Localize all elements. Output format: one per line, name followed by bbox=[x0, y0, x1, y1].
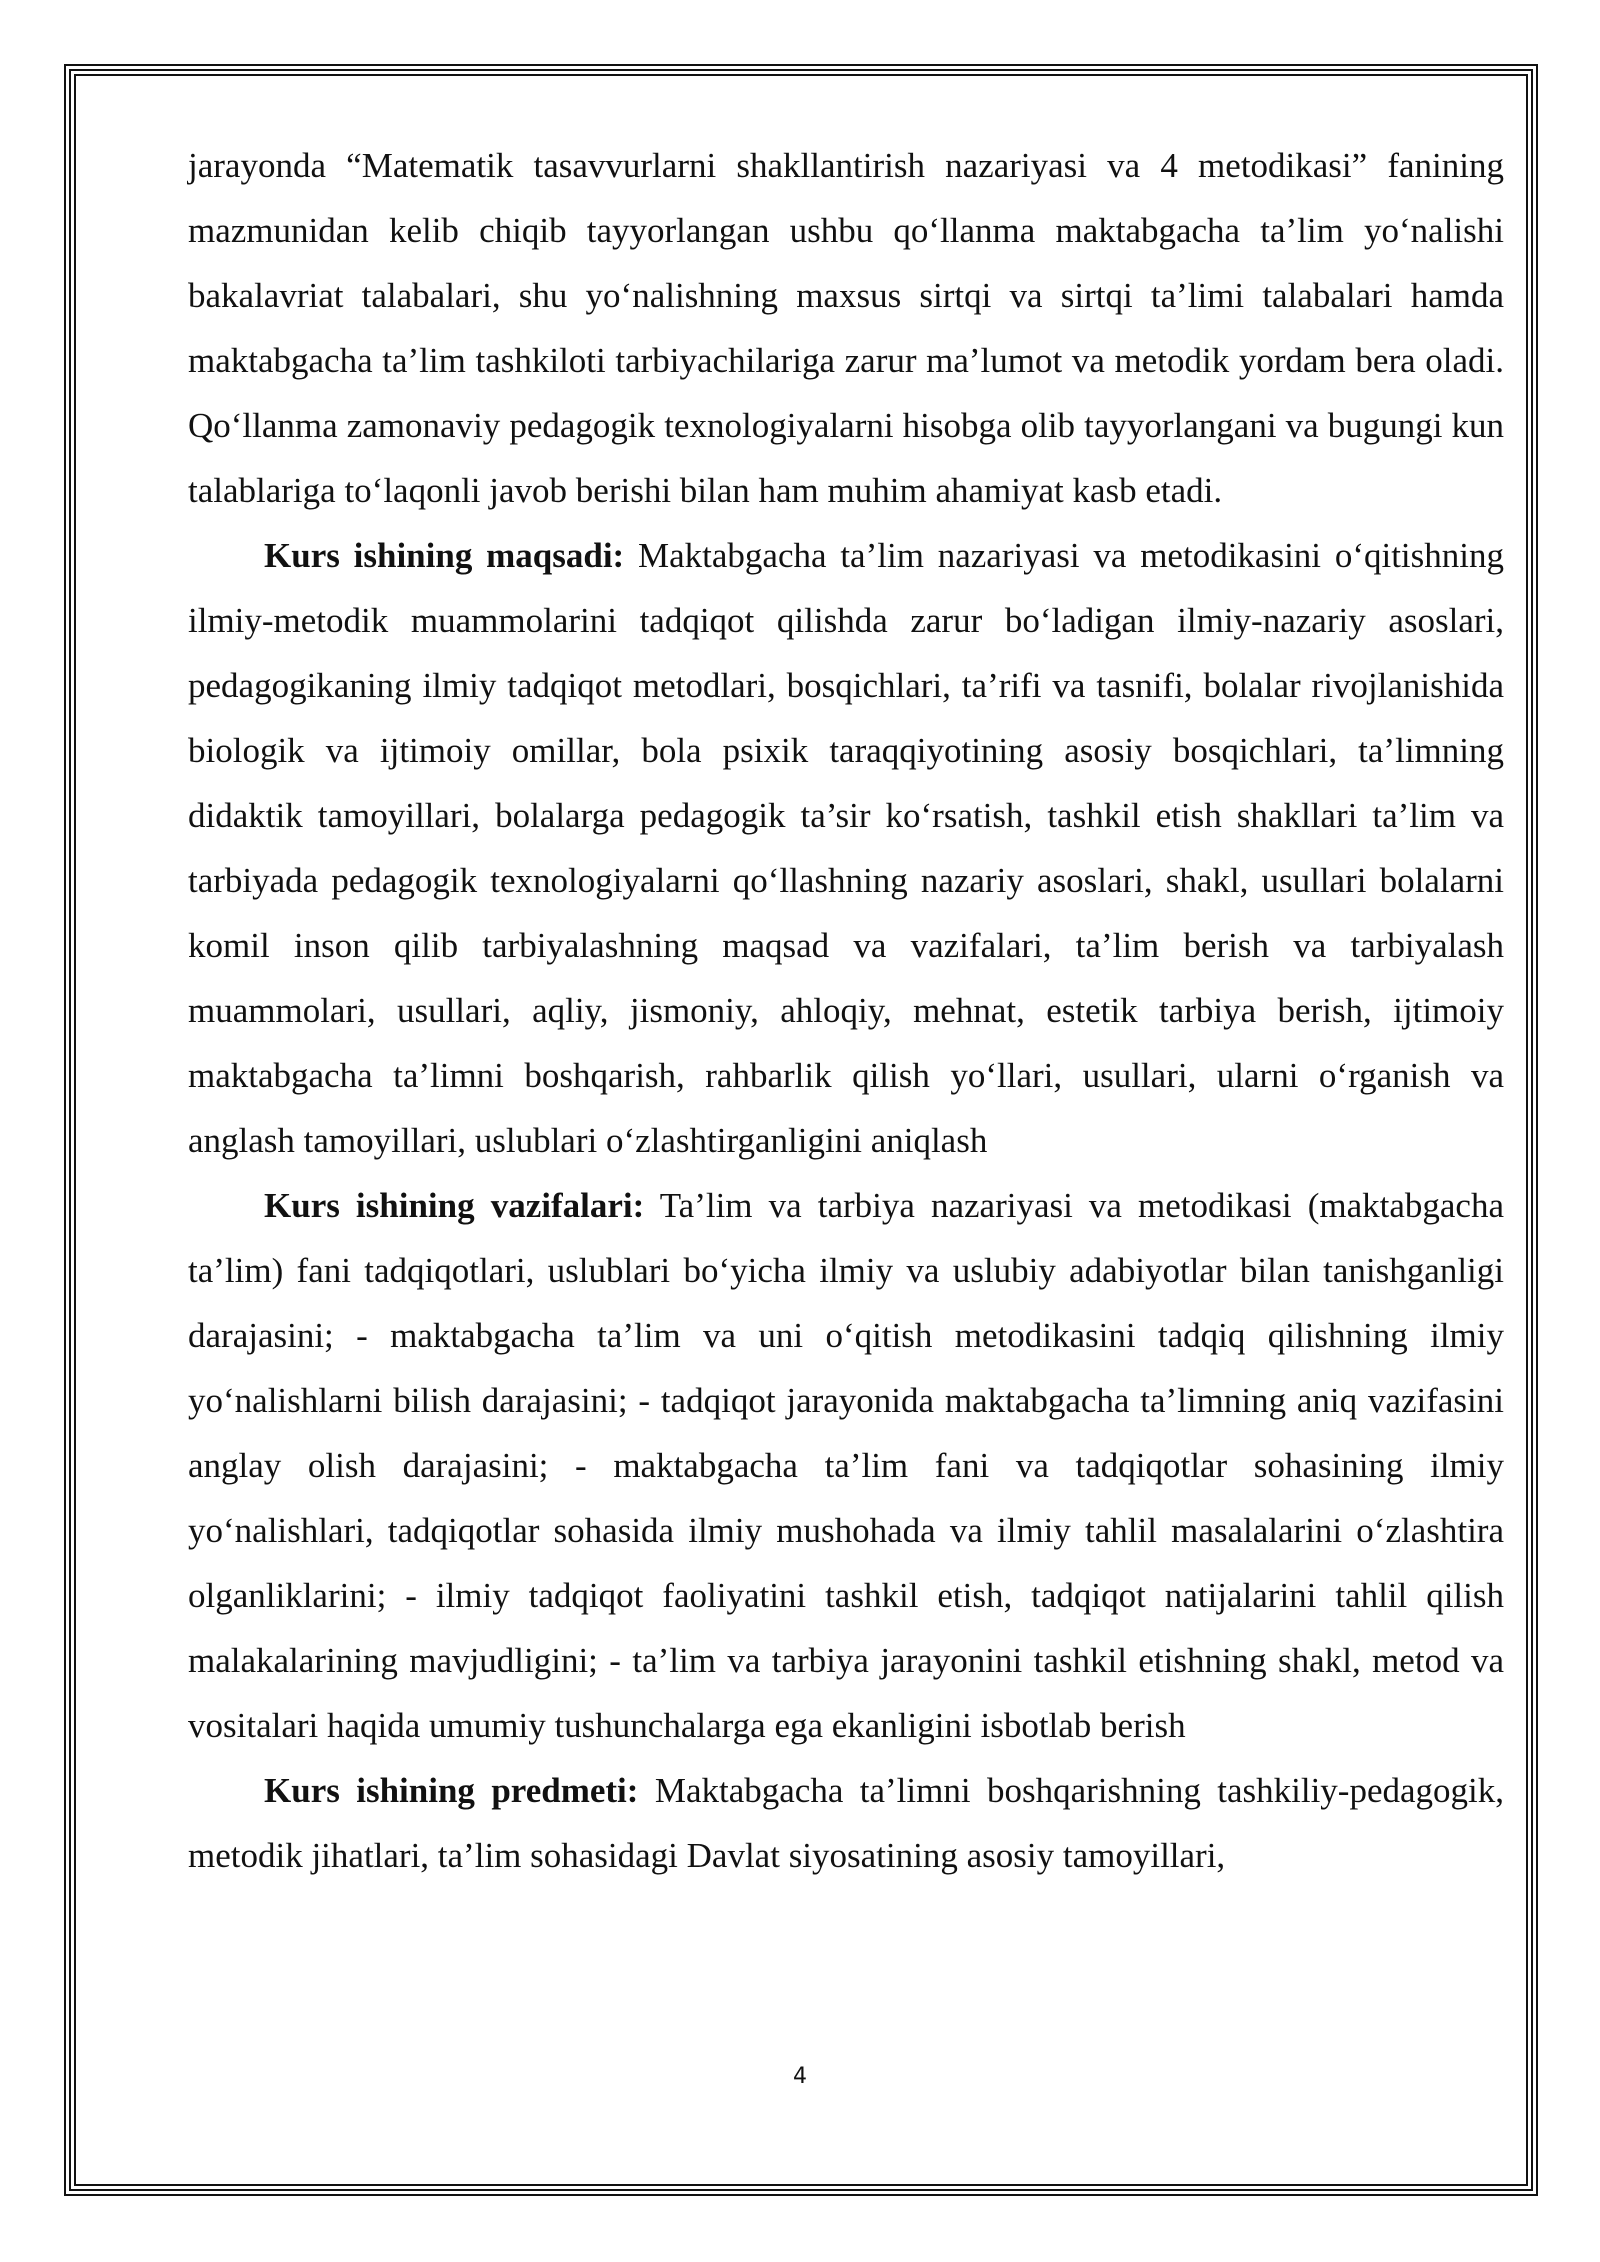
paragraph-intro-text: jarayonda “Matematik tasavvurlarni shakllantirish nazariyasi va 4 metodikasi” fanining mazmunidan kelib chiqib tayyorlangan ushbu qo‘llanma maktabgacha ta’lim yo‘nalishi bakalavriat talabalari, shu yo‘nalishning maxsus sirtqi va sirtqi ta’limi talabalari hamda maktabgacha ta’lim tashkiloti tarbiyachilariga zarur ma’lumot va metodik yordam bera oladi. Qo‘llanma zamonaviy pedagogik texnologiyalarni hisobga olib tayyorlangani va bugungi kun talablariga to‘laqonli javob berishi bilan ham muhim ahamiyat kasb etadi. bbox=[188, 146, 1504, 510]
paragraph-predmeti bbox=[188, 1758, 1504, 1888]
predmeti-text: Maktabgacha ta’limni boshqarishning tashkiliy-pedagogik, metodik jihatlari, ta’lim sohasidagi Davlat siyosatining asosiy tamoyillari, bbox=[188, 1771, 1504, 1875]
paragraph-vazifalari bbox=[188, 1173, 1504, 1758]
predmeti-heading: Kurs ishining predmeti: bbox=[264, 1771, 639, 1810]
vazifalari-text: Ta’lim va tarbiya nazariyasi va metodikasi (maktabgacha ta’lim) fani tadqiqotlari, uslublari bo‘yicha ilmiy va uslubiy adabiyotlar bilan tanishganligi darajasini; - maktabgacha ta’lim va uni o‘qitish metodikasini tadqiq qilishning ilmiy yo‘nalishlarni bilish darajasini; - tadqiqot jarayonida maktabgacha ta’limning aniq vazifasini anglay olish darajasini; - maktabgacha ta’lim fani va tadqiqotlar sohasining ilmiy yo‘nalishlari, tadqiqotlar sohasida ilmiy mushohada va ilmiy tahlil masalalarini o‘zlashtira olganliklarini; - ilmiy tadqiqot faoliyatini tashkil etish, tadqiqot natijalarini tahlil qilish malakalarining mavjudligini; - ta’lim va tarbiya jarayonini tashkil etishning shakl, metod va vositalari haqida umumiy tushunchalarga ega ekanligini isbotlab berish bbox=[188, 1186, 1504, 1745]
maqsadi-text: Maktabgacha ta’lim nazariyasi va metodikasini o‘qitishning ilmiy-metodik muammolarini tadqiqot qilishda zarur bo‘ladigan ilmiy-nazariy asoslari, pedagogikaning ilmiy tadqiqot metodlari, bosqichlari, ta’rifi va tasnifi, bolalar rivojlanishida biologik va ijtimoiy omillar, bola psixik taraqqiyotining asosiy bosqichlari, ta’limning didaktik tamoyillari, bolalarga pedagogik ta’sir ko‘rsatish, tashkil etish shakllari ta’lim va tarbiyada pedagogik texnologiyalarni qo‘llashning nazariy asoslari, shakl, usullari bolalarni komil inson qilib tarbiyalashning maqsad va vazifalari, ta’lim berish va tarbiyalash muammolari, usullari, aqliy, jismoniy, ahloqiy, mehnat, estetik tarbiya berish, ijtimoiy maktabgacha ta’limni boshqarish, rahbarlik qilish yo‘llari, usullari, ularni o‘rganish va anglash tamoyillari, uslublari o‘zlashtirganligini aniqlash bbox=[188, 536, 1504, 1160]
document-body bbox=[188, 133, 1504, 1888]
paragraph-intro bbox=[188, 133, 1504, 523]
maqsadi-heading: Kurs ishining maqsadi: bbox=[264, 536, 625, 575]
paragraph-maqsadi bbox=[188, 523, 1504, 1173]
page-number: 4 bbox=[793, 2064, 807, 2089]
vazifalari-heading: Kurs ishining vazifalari: bbox=[264, 1186, 645, 1225]
